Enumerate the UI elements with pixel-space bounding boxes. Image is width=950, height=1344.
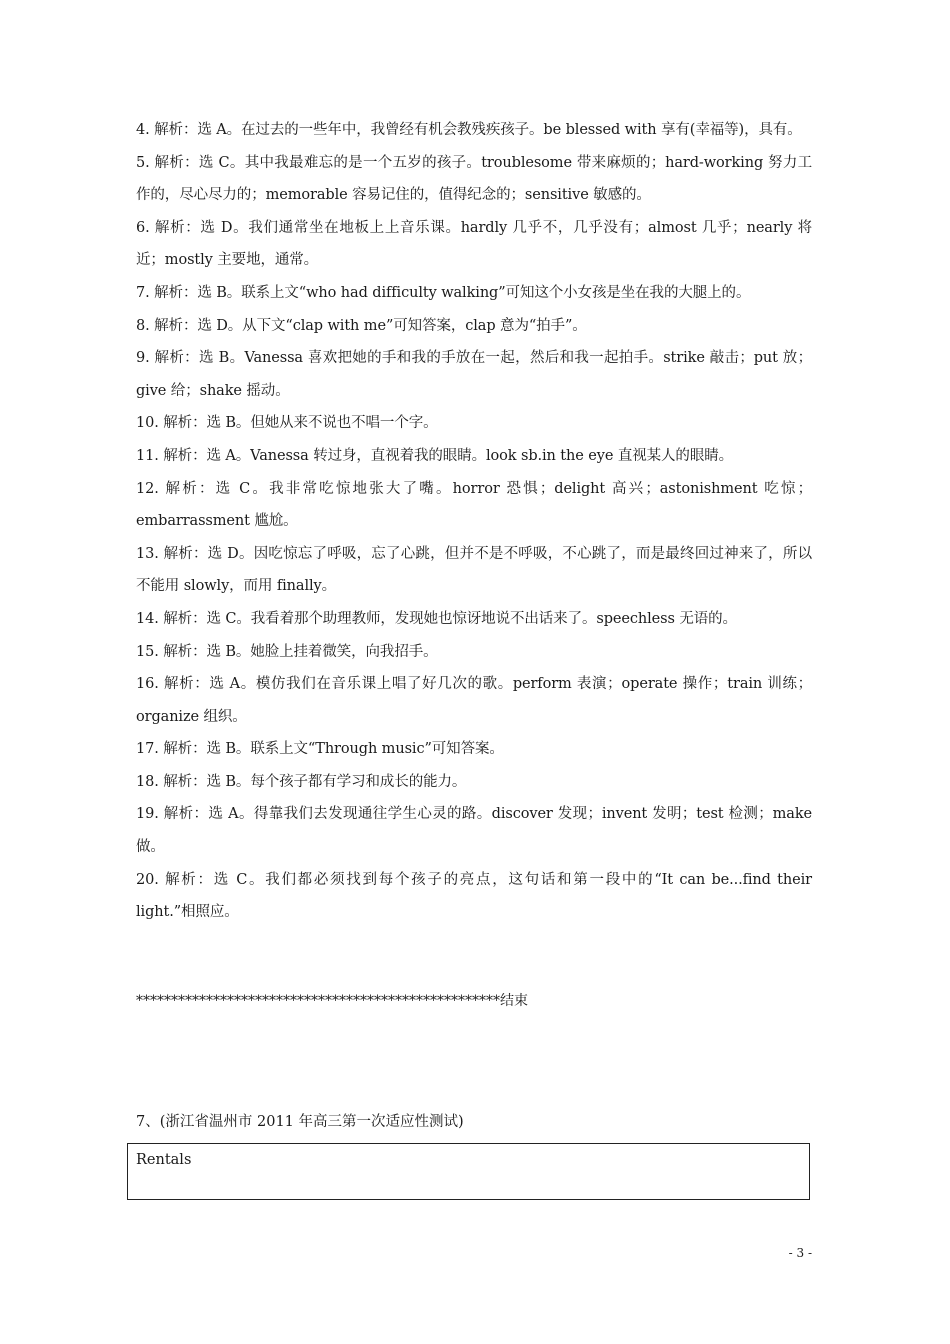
answer-item-11: 11. 解析：选 A。Vanessa 转过身，直视着我的眼睛。look sb.in the eye 直视某人的眼睛。 bbox=[136, 447, 734, 464]
rentals-title: Rentals bbox=[136, 1152, 192, 1168]
answer-item-10: 10. 解析：选 B。但她从来不说也不唱一个字。 bbox=[136, 415, 438, 432]
page-number: - 3 - bbox=[788, 1246, 812, 1260]
answer-item-16: 16. 解析：选 A。模仿我们在音乐课上唱了好几次的歌。perform 表演；operate 操作；train 训练；organize 组织。 bbox=[136, 676, 812, 725]
answer-item-5: 5. 解析：选 C。其中我最难忘的是一个五岁的孩子。troublesome 带来麻烦的；hard-working 努力工作的，尽心尽力的；memorable 容易记住的，值得纪念的；sensitive 敏感的。 bbox=[136, 154, 812, 204]
answer-explanations bbox=[136, 114, 812, 929]
answer-item-4: 4. 解析：选 A。在过去的一些年中，我曾经有机会教残疾孩子。be blessed with 享有(幸福等)，具有。 bbox=[136, 122, 802, 138]
answer-item-7: 7. 解析：选 B。联系上文“who had difficulty walking”可知这个小女孩是坐在我的大腿上的。 bbox=[136, 284, 751, 301]
answer-item-15: 15. 解析：选 B。她脸上挂着微笑，向我招手。 bbox=[136, 643, 438, 660]
question-header: 7、(浙江省温州市 2011 年高三第一次适应性测试) bbox=[136, 1114, 464, 1130]
answer-item-8: 8. 解析：选 D。从下文“clap with me”可知答案，clap 意为“拍手”。 bbox=[136, 317, 587, 334]
answer-item-14: 14. 解析：选 C。我看着那个助理教师，发现她也惊讶地说不出话来了。speechless 无语的。 bbox=[136, 610, 737, 627]
rentals-box bbox=[127, 1143, 810, 1200]
answer-item-12: 12. 解析：选 C。我非常吃惊地张大了嘴。horror 恐惧；delight 高兴；astonishment 吃惊；embarrassment 尴尬。 bbox=[136, 480, 812, 530]
answer-item-18: 18. 解析：选 B。每个孩子都有学习和成长的能力。 bbox=[136, 773, 467, 790]
answer-item-19: 19. 解析：选 A。得靠我们去发现通往学生心灵的路。discover 发现；invent 发明；test 检测；make 做。 bbox=[136, 806, 812, 856]
answer-item-17: 17. 解析：选 B。联系上文“Through music”可知答案。 bbox=[136, 741, 504, 758]
answer-item-20: 20. 解析：选 C。我们都必须找到每个孩子的亮点，这句话和第一段中的“It can be...find their light.”相照应。 bbox=[136, 871, 812, 921]
answer-item-9: 9. 解析：选 B。Vanessa 喜欢把她的手和我的手放在一起，然后和我一起拍手。strike 敲击；put 放；give 给；shake 摇动。 bbox=[136, 350, 812, 399]
end-divider: ****************************************************结束 bbox=[136, 993, 528, 1009]
answer-item-6: 6. 解析：选 D。我们通常坐在地板上上音乐课。hardly 几乎不，几乎没有；almost 几乎；nearly 将近；mostly 主要地，通常。 bbox=[136, 219, 812, 269]
answer-item-13: 13. 解析：选 D。因吃惊忘了呼吸，忘了心跳，但并不是不呼吸，不心跳了，而是最终回过神来了，所以不能用 slowly，而用 finally。 bbox=[136, 545, 812, 595]
